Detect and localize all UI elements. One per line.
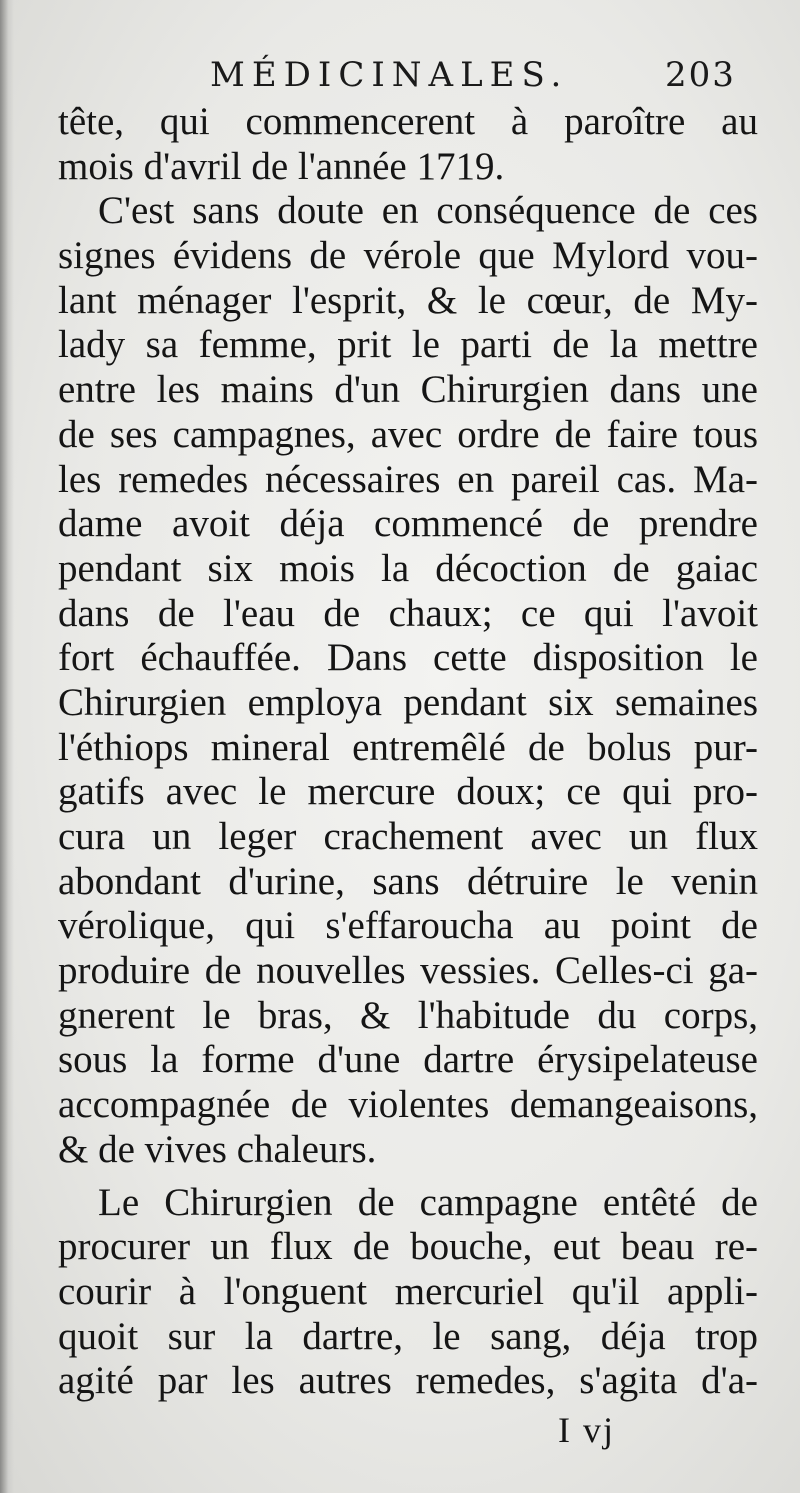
text-line: les remedes nécessaires en pareil cas. Ma- <box>58 457 758 501</box>
text-line: fort échauffée. Dans cette disposition le <box>58 636 758 680</box>
text-line: quoit sur la dartre, le sang, déja trop <box>58 1314 758 1358</box>
text-line: lady sa femme, prit le parti de la mettre <box>58 323 758 367</box>
body-text <box>58 100 758 1404</box>
text-line: & de vives chaleurs. <box>58 1127 377 1171</box>
text-line: lant ménager l'esprit, & le cœur, de My- <box>58 278 758 322</box>
text-line: Chirurgien employa pendant six semaines <box>58 680 758 724</box>
text-line: dame avoit déja commencé de prendre <box>58 502 758 546</box>
text-line: procurer un flux de bouche, eut beau re- <box>58 1225 758 1269</box>
text-line: Le Chirurgien de campagne entêté de <box>98 1180 758 1224</box>
page-gutter-shadow <box>0 0 14 1493</box>
text-line: C'est sans doute en conséquence de ces <box>98 189 758 233</box>
text-line: gnerent le bras, & l'habitude du corps, <box>58 993 758 1037</box>
paragraph-gap <box>58 1173 758 1181</box>
text-line: entre les mains d'un Chirurgien dans une <box>58 368 758 412</box>
text-line: signes évidens de vérole que Mylord vou- <box>58 234 758 278</box>
text-line: cura un leger crachement avec un flux <box>58 815 758 858</box>
text-line: sous la forme d'une dartre érysipelateuse <box>58 1038 758 1082</box>
text-line: de ses campagnes, avec ordre de faire tous <box>58 412 758 456</box>
text-line: gatifs avec le mercure doux; ce qui pro- <box>58 770 758 814</box>
text-line: dans de l'eau de chaux; ce qui l'avoit <box>58 591 758 635</box>
text-line: tête, qui commencerent à paroître au <box>58 100 758 143</box>
text-line: produire de nouvelles vessies. Celles-ci ga- <box>58 949 758 993</box>
page-number: 203 <box>665 55 736 95</box>
text-line: vérolique, qui s'effaroucha au point de <box>58 904 758 948</box>
page-header <box>0 52 800 98</box>
text-line: l'éthiops mineral entremêlé de bolus pur- <box>58 725 758 769</box>
text-line: abondant d'urine, sans détruire le venin <box>58 859 758 903</box>
text-line: courir à l'onguent mercuriel qu'il appli- <box>58 1269 758 1313</box>
text-line: mois d'avril de l'année 1719. <box>58 144 505 188</box>
text-line: pendant six mois la décoction de gaiac <box>58 546 758 590</box>
text-line: accompagnée de violentes demangeaisons, <box>58 1083 758 1127</box>
text-line: agité par les autres remedes, s'agita d'a- <box>58 1359 758 1403</box>
running-head: MÉDICINALES. <box>210 55 569 95</box>
signature-mark: I vj <box>558 1410 615 1450</box>
